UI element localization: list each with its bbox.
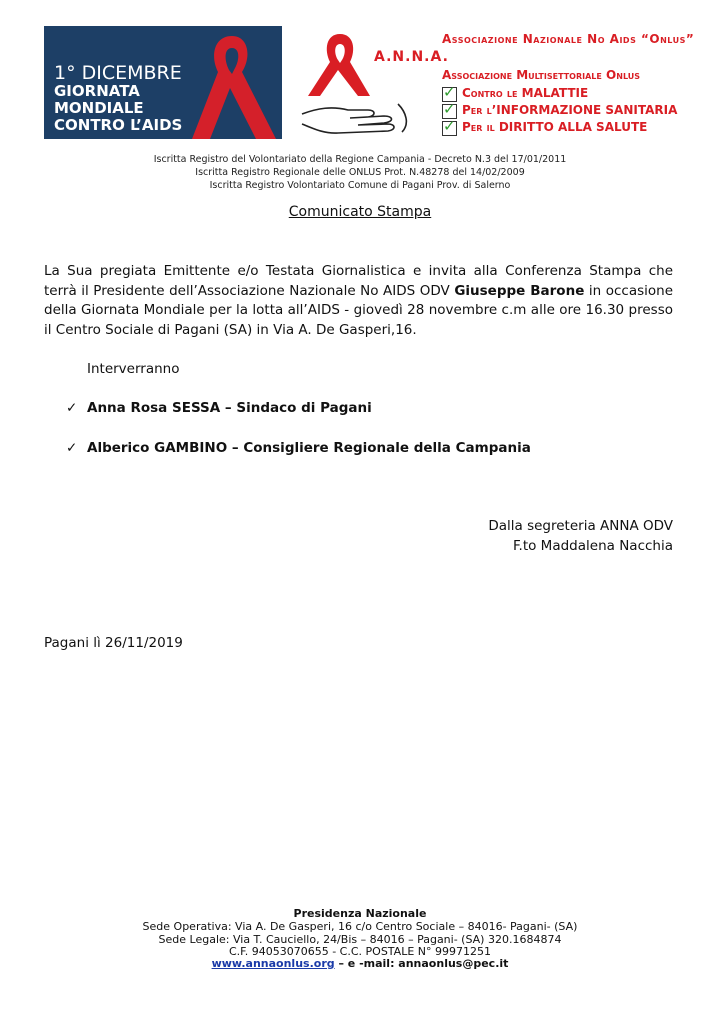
signature-line-1: Dalla segreteria ANNA ODV (488, 518, 673, 534)
footer-contacts (0, 958, 720, 971)
website-link[interactable]: www.annaonlus.org (211, 957, 335, 970)
open-hand-icon (298, 94, 418, 136)
footer-heading: Presidenza Nazionale (293, 907, 427, 920)
banner-line-2: GIORNATA (54, 82, 140, 100)
footer-line-3: C.F. 94053070655 - C.C. POSTALE N° 99971251 (229, 945, 491, 958)
association-subtitle: Associazione Multisettoriale Onlus (442, 68, 641, 82)
speaker-name: Anna Rosa SESSA – Sindaco di Pagani (87, 400, 372, 416)
footer-line-2: Sede Legale: Via T. Cauciello, 24/Bis – 84016 – Pagani- (SA) 320.1684874 (158, 933, 562, 946)
association-logo (290, 24, 695, 144)
checkbox-icon: ✓ (443, 100, 456, 118)
date-place: Pagani lì 26/11/2019 (44, 635, 183, 651)
checklist-item-1: Contro le MALATTIE (462, 86, 589, 100)
registry-line-2: Iscritta Registro Regionale delle ONLUS Prot. N.48278 del 14/02/2009 (195, 167, 525, 178)
association-acronym: A.N.N.A. (374, 49, 449, 65)
world-aids-day-banner (44, 26, 282, 139)
speaker-name: Alberico GAMBINO – Consigliere Regionale della Campania (87, 440, 531, 456)
checkmark-icon: ✓ (66, 440, 78, 456)
checkbox-icon: ✓ (443, 117, 456, 135)
red-ribbon-icon (184, 26, 282, 139)
document-title: Comunicato Stampa (288, 204, 432, 220)
body-part-1: La Sua pregiata Emittente e/o Testata Giornalistica e invita alla Conferenza Stampa che terrà il Presidente dell’Associazione Nazionale No AIDS ODV (44, 263, 673, 299)
speaker-item (66, 400, 372, 416)
registry-line-1: Iscritta Registro del Volontariato della Regione Campania - Decreto N.3 del 17/01/2011 (153, 154, 567, 165)
banner-line-4: CONTRO L’AIDS (54, 116, 183, 134)
association-name: Associazione Nazionale No Aids “Onlus” (442, 32, 695, 46)
body-part-2: in occasione della Giornata Mondiale per la lotta all’AIDS - giovedì 28 novembre c.m alle ore 16.30 presso il Centro Sociale di Pagani (SA) in Via A. De Gasperi,16. (44, 282, 674, 338)
speakers-intro: Interverranno (87, 361, 180, 377)
checklist-item-3: Per il DIRITTO ALLA SALUTE (462, 120, 648, 134)
ribbon-heart-icon (300, 28, 380, 98)
checklist-item-2: Per l’INFORMAZIONE SANITARIA (462, 103, 678, 117)
registry-line-3: Iscritta Registro Volontariato Comune di Pagani Prov. di Salerno (209, 180, 511, 191)
banner-line-3: MONDIALE (54, 99, 144, 117)
footer-line-1: Sede Operativa: Via A. De Gasperi, 16 c/o Centro Sociale – 84016- Pagani- (SA) (142, 920, 578, 933)
signature-line-2: F.to Maddalena Nacchia (512, 538, 673, 554)
checkmark-icon: ✓ (66, 400, 78, 416)
speaker-item (66, 440, 531, 456)
checkbox-icon: ✓ (443, 83, 456, 101)
banner-date: 1° DICEMBRE (54, 62, 182, 84)
footer-email: – e -mail: annaonlus@pec.it (334, 957, 509, 970)
press-release-body (44, 262, 673, 340)
president-name: Giuseppe Barone (454, 282, 585, 299)
